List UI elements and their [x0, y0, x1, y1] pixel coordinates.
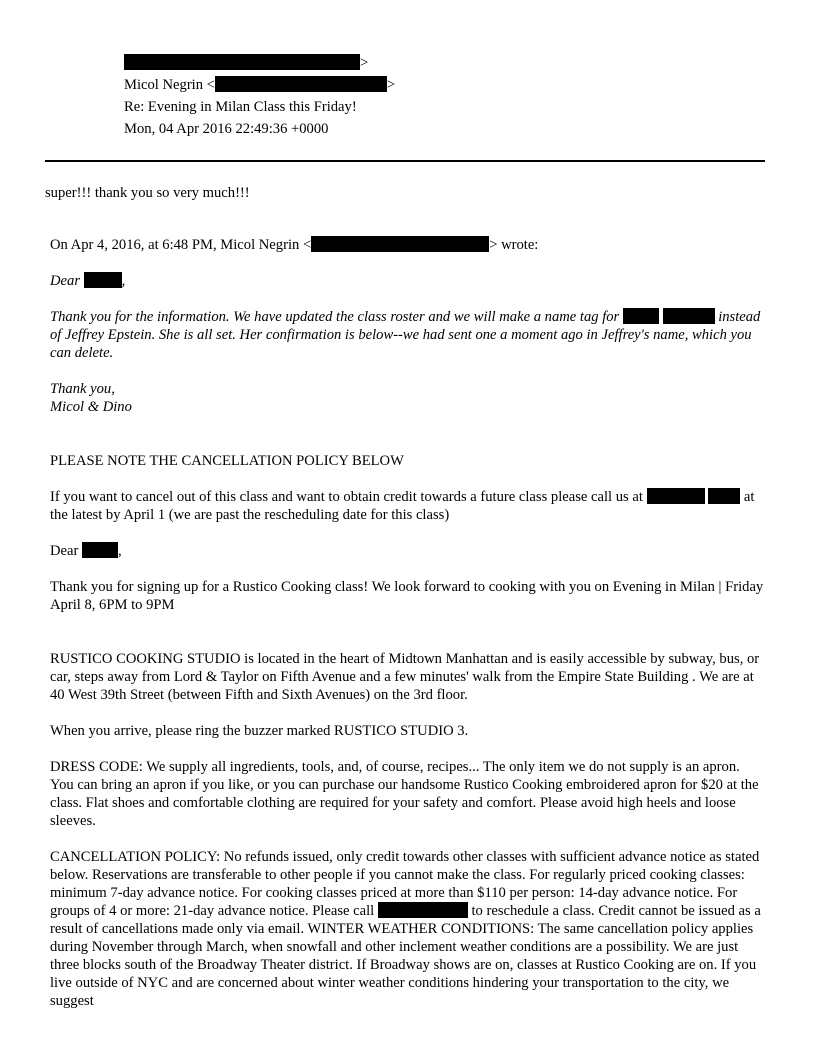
redaction-block [378, 902, 468, 918]
confirmation-greeting: Dear , [50, 543, 122, 559]
redaction-block [623, 308, 659, 324]
quote-paragraph: Thank you for the information. We have updated the class roster and we will make a name tag for instead of Jeffrey Epstein. She is all set. Her confirmation is below--we had sent one a moment ago in Jeffrey's name, which you can delete. [50, 309, 761, 361]
quote-greeting: Dear , [50, 273, 126, 289]
redaction-block [82, 542, 118, 558]
redaction-block [663, 308, 715, 324]
arrival-info: When you arrive, please ring the buzzer marked RUSTICO STUDIO 3. [50, 723, 469, 739]
location-info: RUSTICO COOKING STUDIO is located in the heart of Midtown Manhattan and is easily accessible by subway, bus, or car, steps away from Lord & Taylor on Fifth Avenue and a few minutes' walk from the Empire State Building . We are at 40 West 39th Street (between Fifth and Sixth Avenues) on the 3rd floor. [50, 651, 760, 703]
redaction-block [124, 54, 360, 70]
policy-notice: PLEASE NOTE THE CANCELLATION POLICY BELOW [50, 453, 404, 469]
subject-value: Re: Evening in Milan Class this Friday! [124, 99, 357, 115]
quote-intro: On Apr 4, 2016, at 6:48 PM, Micol Negrin < > wrote: [50, 237, 539, 253]
redaction-block [708, 488, 740, 504]
header-divider [45, 160, 765, 162]
dress-code: DRESS CODE: We supply all ingredients, tools, and, of course, recipes... The only item we do not supply is an apron. You can bring an apron if you like, or you can purchase our handsome Rustico Cooking embroidered apron for $20 at the class. Flat shoes and comfortable clothing are required for your safety and comfort. Please avoid high heels and loose sleeves. [50, 759, 759, 829]
redaction-block [215, 76, 387, 92]
redaction-block [647, 488, 705, 504]
quote-thanks: Thank you, [50, 381, 115, 397]
reply-text: super!!! thank you so very much!!! [45, 185, 250, 201]
cancellation-policy: CANCELLATION POLICY: No refunds issued, only credit towards other classes with sufficient advance notice as stated below. Reservations are transferable to other people if you cannot make the class. For regularly priced cooking classes: minimum 7-day advance notice. For cooking classes priced at more than $110 per person: 14-day advance notice. For groups of 4 or more: 21-day advance notice. Please call to reschedule a class. Credit cannot be issued as a result of cancellations made only via email. WINTER WEATHER CONDITIONS: The same cancellation policy applies during November through March, when snowfall and other inclement weather conditions are a possibility. We are just three blocks south of the Broadway Theater district. If Broadway shows are on, classes at Rustico Cooking are on. If you live outside of NYC and are concerned about winter weather conditions hindering your transportation to the city, we suggest [50, 849, 761, 1009]
quote-signature: Micol & Dino [50, 399, 132, 415]
cancel-instructions: If you want to cancel out of this class and want to obtain credit towards a future class please call us at at the latest by April 1 (we are past the rescheduling date for this class) [50, 489, 755, 523]
from-value: > [124, 54, 368, 72]
to-value: Micol Negrin < > [124, 77, 396, 93]
date-value: Mon, 04 Apr 2016 22:49:36 +0000 [124, 121, 329, 137]
redaction-block [311, 236, 489, 252]
redaction-block [84, 272, 122, 288]
signup-thanks: Thank you for signing up for a Rustico Cooking class! We look forward to cooking with you on Evening in Milan | Friday April 8, 6PM to 9PM [50, 579, 764, 613]
